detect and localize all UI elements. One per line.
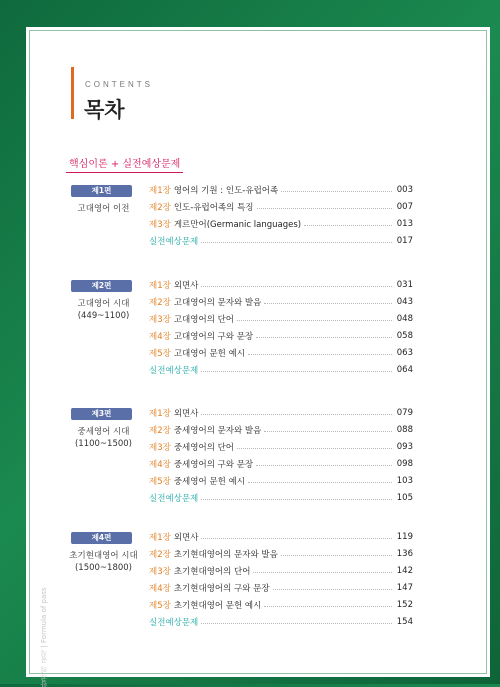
toc-entry[interactable] — [149, 344, 413, 361]
page-number: 154 — [396, 616, 413, 627]
toc-entry[interactable] — [149, 528, 413, 545]
page-number: 017 — [396, 235, 413, 246]
part-badge: 제1편 — [71, 185, 132, 197]
chapter-number: 제4장 — [149, 583, 171, 594]
toc-entry[interactable] — [149, 327, 413, 344]
part-badge: 제4편 — [71, 532, 132, 544]
chapter-number: 제4장 — [149, 331, 171, 342]
chapter-title: 중세영어 문헌 예시 — [173, 476, 245, 487]
part-period: (1100~1500) — [74, 439, 133, 449]
toc-entry[interactable] — [149, 489, 413, 506]
page-number: 048 — [396, 313, 413, 324]
dot-leader — [257, 208, 392, 209]
dot-leader — [237, 448, 392, 449]
practice-questions-title: 실전예상문제 — [149, 365, 199, 376]
chapter-number: 제1장 — [149, 408, 171, 419]
chapter-title: 게르만어(Germanic languages) — [173, 219, 302, 230]
toc-entry[interactable] — [149, 455, 413, 472]
page-title: 목차 — [84, 98, 125, 122]
page-number: 058 — [396, 330, 413, 341]
toc-entry[interactable] — [149, 293, 413, 310]
toc-entry[interactable] — [149, 545, 413, 562]
dot-leader — [237, 320, 392, 321]
chapter-title: 외면사 — [173, 280, 199, 291]
chapter-title: 초기현대영어의 단어 — [173, 566, 251, 577]
toc-entry[interactable] — [149, 215, 413, 232]
chapter-title: 초기현대영어의 문자와 발음 — [173, 549, 278, 560]
dot-leader — [201, 538, 392, 539]
part-period: (1500~1800) — [74, 563, 133, 573]
page-number: 147 — [396, 582, 413, 593]
chapter-title: 초기현대영어의 구와 문장 — [173, 583, 270, 594]
page-number: 013 — [396, 218, 413, 229]
dot-leader — [201, 371, 392, 372]
chapter-number: 제3장 — [149, 314, 171, 325]
chapter-number: 제5장 — [149, 476, 171, 487]
page-number: 103 — [396, 475, 413, 486]
chapter-title: 초기현대영어 문헌 예시 — [173, 600, 262, 611]
toc-entry[interactable] — [149, 562, 413, 579]
page-number: 136 — [396, 548, 413, 559]
chapter-title: 고대영어 문헌 예시 — [173, 348, 245, 359]
document-page — [26, 27, 490, 687]
toc-entries — [149, 404, 413, 506]
chapter-number: 제3장 — [149, 566, 171, 577]
toc-entry[interactable] — [149, 421, 413, 438]
part-name-line: 중세영어 시대 — [77, 427, 130, 437]
page-number: 064 — [396, 364, 413, 375]
chapter-title: 중세영어의 문자와 발음 — [173, 425, 262, 436]
part-badge: 제2편 — [71, 280, 132, 292]
chapter-number: 제3장 — [149, 219, 171, 230]
part-name-line: 고대영어 이전 — [77, 204, 130, 214]
dot-leader — [256, 337, 392, 338]
chapter-title: 고대영어의 문자와 발음 — [173, 297, 262, 308]
chapter-title: 고대영어의 구와 문장 — [173, 331, 254, 342]
dot-leader — [281, 555, 392, 556]
page-number: 105 — [396, 492, 413, 503]
page-number: 079 — [396, 407, 413, 418]
chapter-title: 고대영어의 단어 — [173, 314, 235, 325]
chapter-title: 중세영어의 단어 — [173, 442, 235, 453]
side-watermark-text: 합격의 공식 | Formula of pass — [40, 587, 48, 687]
page-number: 063 — [396, 347, 413, 358]
page-number: 098 — [396, 458, 413, 469]
chapter-title: 영어의 기원 : 인도-유럽어족 — [173, 185, 279, 196]
dot-leader — [304, 225, 392, 226]
dot-leader — [256, 465, 392, 466]
chapter-number: 제1장 — [149, 532, 171, 543]
chapter-number: 제5장 — [149, 600, 171, 611]
toc-entry[interactable] — [149, 361, 413, 378]
dot-leader — [201, 286, 392, 287]
toc-entry[interactable] — [149, 276, 413, 293]
page-number: 152 — [396, 599, 413, 610]
dot-leader — [264, 303, 392, 304]
chapter-number: 제2장 — [149, 549, 171, 560]
dot-leader — [281, 191, 392, 192]
toc-entry[interactable] — [149, 232, 413, 249]
part-name-line: 초기현대영어 시대 — [69, 551, 138, 561]
dot-leader — [201, 499, 392, 500]
chapter-title: 중세영어의 구와 문장 — [173, 459, 254, 470]
contents-label: CONTENTS — [85, 80, 153, 89]
page-number: 003 — [396, 184, 413, 195]
dot-leader — [248, 354, 392, 355]
toc-entries — [149, 276, 413, 378]
chapter-number: 제5장 — [149, 348, 171, 359]
part-name — [66, 203, 141, 215]
toc-entries — [149, 528, 413, 630]
chapter-title: 인도-유럽어족의 특징 — [173, 202, 254, 213]
accent-bar — [71, 67, 74, 119]
page-number: 093 — [396, 441, 413, 452]
page-number: 142 — [396, 565, 413, 576]
toc-entry[interactable] — [149, 579, 413, 596]
dot-leader — [273, 589, 392, 590]
chapter-number: 제1장 — [149, 280, 171, 291]
chapter-number: 제1장 — [149, 185, 171, 196]
toc-entry[interactable] — [149, 438, 413, 455]
dot-leader — [201, 414, 392, 415]
toc-entry[interactable] — [149, 404, 413, 421]
page-number: 043 — [396, 296, 413, 307]
dot-leader — [264, 606, 392, 607]
part-badge: 제3편 — [71, 408, 132, 420]
chapter-title: 외면사 — [173, 532, 199, 543]
chapter-title: 외면사 — [173, 408, 199, 419]
dot-leader — [248, 482, 392, 483]
dot-leader — [201, 242, 392, 243]
practice-questions-title: 실전예상문제 — [149, 236, 199, 247]
toc-entry[interactable] — [149, 181, 413, 198]
chapter-number: 제2장 — [149, 425, 171, 436]
dot-leader — [264, 431, 392, 432]
part-period: (449~1100) — [77, 311, 130, 321]
page-number: 088 — [396, 424, 413, 435]
chapter-number: 제2장 — [149, 202, 171, 213]
toc-entry[interactable] — [149, 198, 413, 215]
practice-questions-title: 실전예상문제 — [149, 493, 199, 504]
toc-entry[interactable] — [149, 310, 413, 327]
toc-entries — [149, 181, 413, 249]
chapter-number: 제4장 — [149, 459, 171, 470]
practice-questions-title: 실전예상문제 — [149, 617, 199, 628]
page-number: 119 — [396, 531, 413, 542]
dot-leader — [253, 572, 392, 573]
chapter-number: 제2장 — [149, 297, 171, 308]
page-number: 031 — [396, 279, 413, 290]
part-name — [66, 426, 141, 450]
page-number: 007 — [396, 201, 413, 212]
section-subtitle: 핵심이론 + 실전예상문제 — [66, 155, 183, 173]
dot-leader — [201, 623, 392, 624]
part-name — [66, 298, 141, 322]
toc-entry[interactable] — [149, 613, 413, 630]
toc-entry[interactable] — [149, 472, 413, 489]
chapter-number: 제3장 — [149, 442, 171, 453]
part-name-line: 고대영어 시대 — [77, 299, 130, 309]
toc-entry[interactable] — [149, 596, 413, 613]
part-name — [66, 550, 141, 574]
